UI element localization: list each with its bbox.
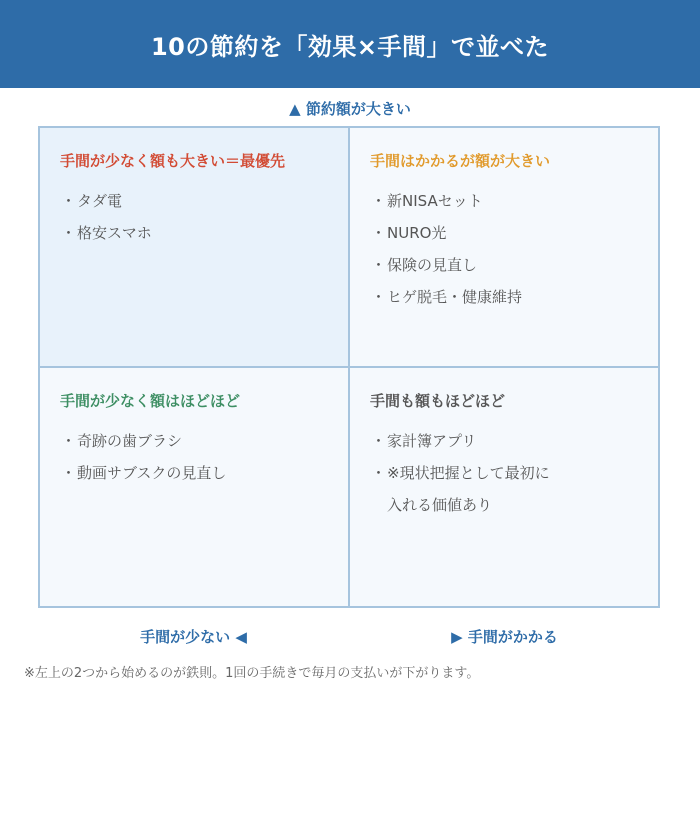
quadrant-bottom-right <box>350 368 658 606</box>
bullet: ・ <box>370 432 386 450</box>
list-item-continuation: 入れる価値あり <box>387 496 493 514</box>
list-item: ・NURO光 <box>370 217 638 249</box>
axis-right-label: ▶ 手間がかかる <box>451 628 558 646</box>
quadrant-bottom-left <box>40 368 348 606</box>
quadrant-title: 手間が少なく額はほどほど <box>60 392 241 410</box>
quadrant-title: 手間が少なく額も大きい＝最優先 <box>60 152 286 170</box>
list-item: ・※現状把握として最初に 入れる価値あり <box>370 457 638 521</box>
quadrant-top-left <box>40 128 348 366</box>
quadrant-title: 手間はかかるが額が大きい <box>370 152 551 170</box>
quadrant-grid <box>38 126 660 608</box>
bullet: ・ <box>60 192 76 210</box>
list-item: ・奇跡の歯ブラシ <box>60 425 328 457</box>
bullet: ・ <box>370 224 386 242</box>
list-item: ・ヒゲ脱毛・健康維持 <box>370 281 638 313</box>
bullet: ・ <box>370 288 386 306</box>
list-item: ・新NISAセット <box>370 185 638 217</box>
quadrant-items <box>370 185 638 313</box>
quadrant-items <box>60 185 328 249</box>
bullet: ・ <box>370 464 386 482</box>
list-item: ・家計簿アプリ <box>370 425 638 457</box>
axis-left-label: 手間が少ない ◀ <box>140 628 247 646</box>
quadrant-items <box>60 425 328 489</box>
quadrant-top-right <box>350 128 658 366</box>
list-item: ・タダ電 <box>60 185 328 217</box>
bullet: ・ <box>370 256 386 274</box>
bullet: ・ <box>60 464 76 482</box>
bullet: ・ <box>60 224 76 242</box>
list-item: ・動画サブスクの見直し <box>60 457 328 489</box>
axis-top-label: ▲ 節約額が大きい <box>289 100 411 118</box>
bullet: ・ <box>370 192 386 210</box>
quadrant-title: 手間も額もほどほど <box>370 392 506 410</box>
bullet: ・ <box>60 432 76 450</box>
page-title: 10の節約を「効果×手間」で並べた <box>150 32 549 61</box>
list-item: ・保険の見直し <box>370 249 638 281</box>
header-banner <box>0 0 700 88</box>
footnote: ※左上の2つから始めるのが鉄則。1回の手続きで毎月の支払いが下がります。 <box>24 666 480 681</box>
quadrant-items <box>370 425 638 521</box>
list-item: ・格安スマホ <box>60 217 328 249</box>
